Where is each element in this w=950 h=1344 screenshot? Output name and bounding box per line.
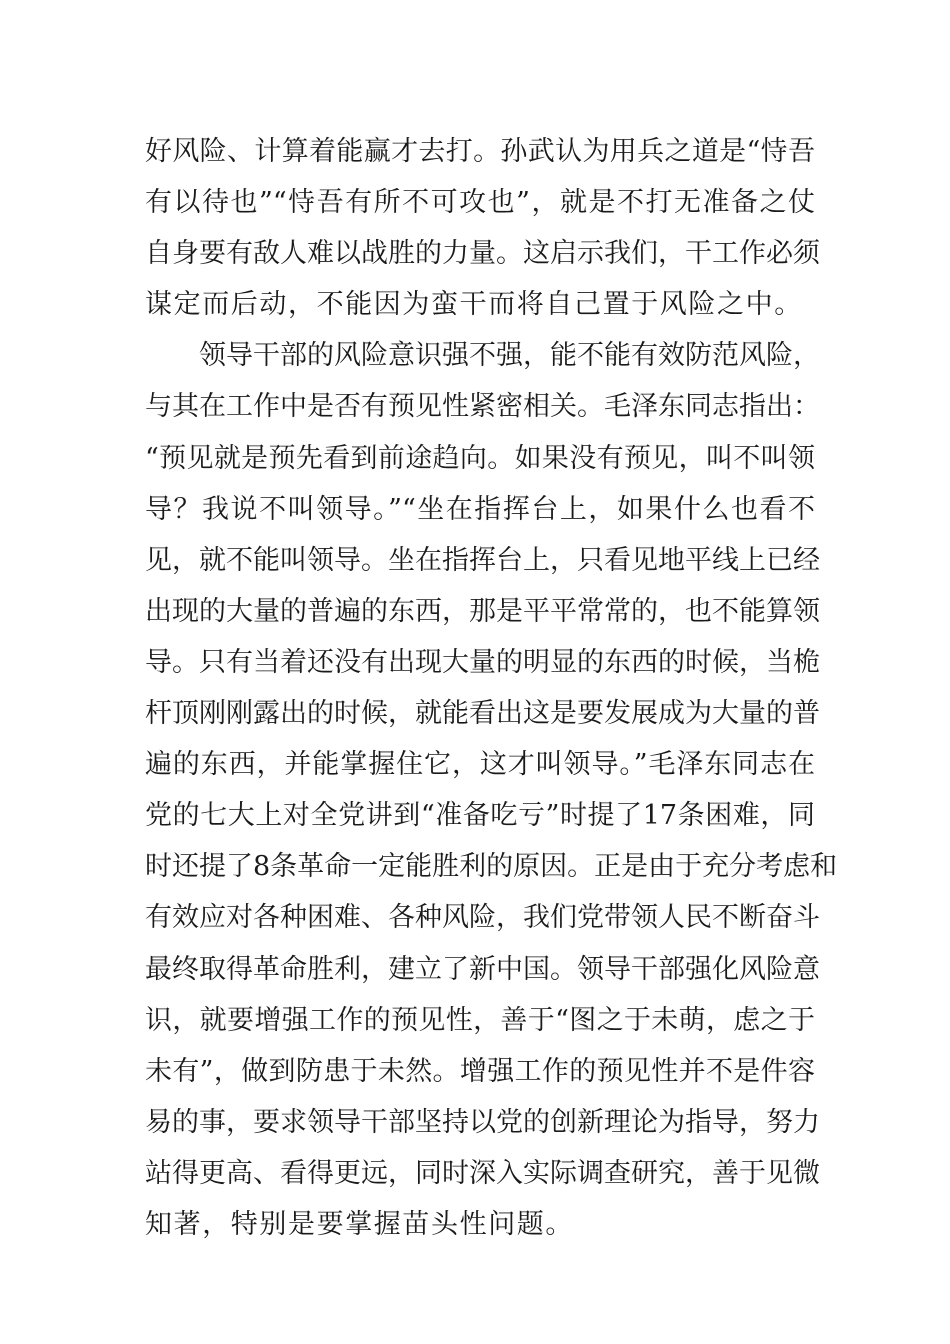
text-line: 站得更高、看得更远，同时深入实际调查研究，善于见微	[145, 1157, 820, 1189]
text-line: 好风险、计算着能赢才去打。孙武认为用兵之道是“恃吾	[145, 136, 815, 167]
text-line: 未有”，做到防患于未然。增强工作的预见性并不是件容	[145, 1055, 815, 1087]
text-line: “预见就是预先看到前途趋向。如果没有预见，叫不叫领	[145, 442, 815, 474]
text-line: 自身要有敌人难以战胜的力量。这启示我们，干工作必须	[145, 238, 820, 270]
text-line: 导。只有当着还没有出现大量的明显的东西的时候，当桅	[145, 646, 820, 678]
text-line: 党的七大上对全党讲到“准备吃亏”时提了17条困难，同	[145, 800, 815, 832]
text-line: 见，就不能叫领导。坐在指挥台上，只看见地平线上已经	[145, 544, 820, 576]
text-line: 遍的东西，并能掌握住它，这才叫领导。”毛泽东同志在	[145, 749, 815, 781]
text-line: 有效应对各种困难、各种风险，我们党带领人民不断奋斗	[145, 902, 820, 934]
text-line: 有以待也”“恃吾有所不可攻也”，就是不打无准备之仗	[145, 187, 815, 219]
text-line: 知著，特别是要掌握苗头性问题。	[145, 1208, 574, 1240]
text-line: 出现的大量的普遍的东西，那是平平常常的，也不能算领	[145, 595, 820, 627]
paragraph-1	[145, 126, 820, 330]
text-line: 谋定而后动，不能因为蛮干而将自己置于风险之中。	[145, 289, 803, 321]
text-line: 杆顶刚刚露出的时候，就能看出这是要发展成为大量的普	[145, 698, 820, 730]
text-line: 最终取得革命胜利，建立了新中国。领导干部强化风险意	[145, 953, 820, 985]
text-line: 与其在工作中是否有预见性紧密相关。毛泽东同志指出：	[145, 391, 820, 423]
body-text	[145, 126, 838, 1250]
text-line: 领导干部的风险意识强不强，能不能有效防范风险，	[199, 340, 820, 372]
text-line: 易的事，要求领导干部坚持以党的创新理论为指导，努力	[145, 1106, 820, 1138]
text-line: 导？我说不叫领导。”“坐在指挥台上，如果什么也看不	[145, 493, 815, 525]
text-line: 识，就要增强工作的预见性，善于“图之于未萌，虑之于	[145, 1004, 815, 1036]
paragraph-2	[145, 330, 838, 1250]
text-line: 时还提了8条革命一定能胜利的原因。正是由于充分考虑和	[145, 851, 838, 883]
